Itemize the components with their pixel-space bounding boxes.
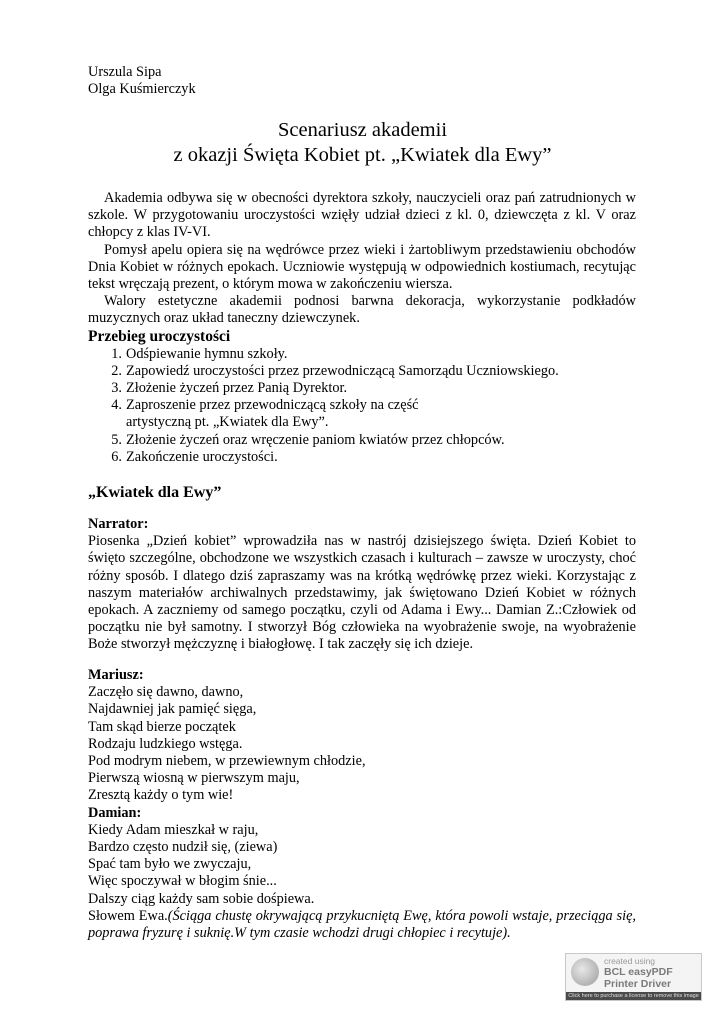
program-heading: Przebieg uroczystości <box>88 327 231 345</box>
narrator-section <box>88 516 636 654</box>
intro-paragraph: Walory estetyczne akademii podnosi barwna dekoracja, wykorzystanie podkładów muzycznych oraz układ taneczny dziewczynek. <box>88 293 636 327</box>
verse-line: Bardzo często nudził się, (ziewa) <box>88 839 278 856</box>
verse-line: Zaczęło się dawno, dawno, <box>88 684 244 701</box>
intro-paragraph: Pomysł apelu opiera się na wędrówce przez wieki i żartobliwym przedstawieniu obchodów Dnia Kobiet w różnych epokach. Uczniowie występują w odpowiednich kostiumach, recytując tekst wręczają prezent, o którym mowa w zakończeniu wiersza. <box>88 241 636 293</box>
verse-text: Słowem Ewa. <box>88 907 168 924</box>
narrator-text: Piosenka „Dzień kobiet” wprowadziła nas w nastrój dzisiejszego święta. Dzień Kobiet to święto szczególne, obchodzone we wszystkich czasach i kulturach – zawsze w uroczysty, choć różny sposób. I dlatego dziś zapraszamy was na krótką wędrówkę przez wieki. Korzystając z naszym materiałów archiwalnych przedstawimy, jak świętowano Dzień Kobiet w różnych epokach. A zaczniemy od samego początku, czyli od Adama i Ewy... Damian Z.:Człowiek od początku nie był samotny. I stworzył Bóg człowieka na wyobrażenie swoje, na wyobrażenie Boże stworzył mężczyznę i białogłowę. I tak zaczęły się ich dzieje. <box>88 533 636 653</box>
verse-line: Dalszy ciąg każdy sam sobie dośpiewa. <box>88 890 315 907</box>
intro-paragraph: Akademia odbywa się w obecności dyrektora szkoły, nauczycieli oraz pań zatrudnionych w szkole. W przygotowaniu uroczystości wzięły udział dzieci z kl. 0, dziewczęta z kl. V oraz chłopcy z klas IV-VI. <box>88 190 636 241</box>
verse-line: Kiedy Adam mieszkał w raju, <box>88 821 259 838</box>
verse-line: Spać tam było we zwyczaju, <box>88 856 252 873</box>
program-list <box>88 346 636 466</box>
program-item: 2. Zapowiedź uroczystości przez przewodniczącą Samorządu Uczniowskiego. <box>111 362 559 379</box>
intro-section <box>88 190 636 466</box>
watermark-text: Printer Driver <box>604 978 672 990</box>
verse-line: Najdawniej jak pamięć sięga, <box>88 701 257 718</box>
title-line: Scenariusz akademii <box>277 119 448 141</box>
stage-direction: (Ściąga chustę okrywającą przykucniętą Ewę, która powoli wstaje, przeciąga się, poprawa fryzurę i suknię.W tym czasie wchodzi drugi chłopiec i recytuje). <box>88 907 636 942</box>
printer-logo-icon <box>571 958 599 986</box>
author-name: Urszula Sipa <box>88 64 162 80</box>
section-title: „Kwiatek dla Ewy” <box>88 484 222 501</box>
authors <box>88 64 196 98</box>
document-title <box>0 118 725 168</box>
speaker-label: Damian: <box>88 804 142 821</box>
verse-line: Pierwszą wiosną w pierwszym maju, <box>88 770 300 787</box>
mariusz-section <box>88 667 636 942</box>
verse-line: Zresztą każdy o tym wie! <box>88 787 234 804</box>
verse-line: Rodzaju ludzkiego wstęga. <box>88 735 243 752</box>
program-item: 6. Zakończenie uroczystości. <box>111 448 278 465</box>
program-item: 3. Złożenie życzeń przez Panią Dyrektor. <box>111 380 348 397</box>
program-item: 1. Odśpiewanie hymnu szkoły. <box>111 345 288 362</box>
watermark-purchase-link[interactable]: Click here to purchase a license to remove this image <box>566 992 701 1000</box>
watermark-text: BCL easyPDF <box>604 966 673 978</box>
program-item: 4. Zaproszenie przez przewodniczącą szkoły na część artystyczną pt. „Kwiatek dla Ewy”. <box>111 397 419 431</box>
speaker-label: Narrator: <box>88 516 149 532</box>
title-line: z okazji Święta Kobiet pt. „Kwiatek dla Ewy” <box>173 144 552 166</box>
program-item: 5. Złożenie życzeń oraz wręczenie paniom kwiatów przez chłopców. <box>111 431 505 448</box>
stage-direction-line <box>88 908 636 942</box>
verse-line: Pod modrym niebem, w przewiewnym chłodzie, <box>88 753 366 770</box>
verse-line: Więc spoczywał w błogim śnie... <box>88 873 277 890</box>
verse-line: Tam skąd bierze początek <box>88 718 236 735</box>
watermark-text: created using <box>604 956 656 966</box>
speaker-label: Mariusz: <box>88 667 144 683</box>
pdf-watermark-badge[interactable] <box>565 953 702 1001</box>
author-name: Olga Kuśmierczyk <box>88 81 196 97</box>
